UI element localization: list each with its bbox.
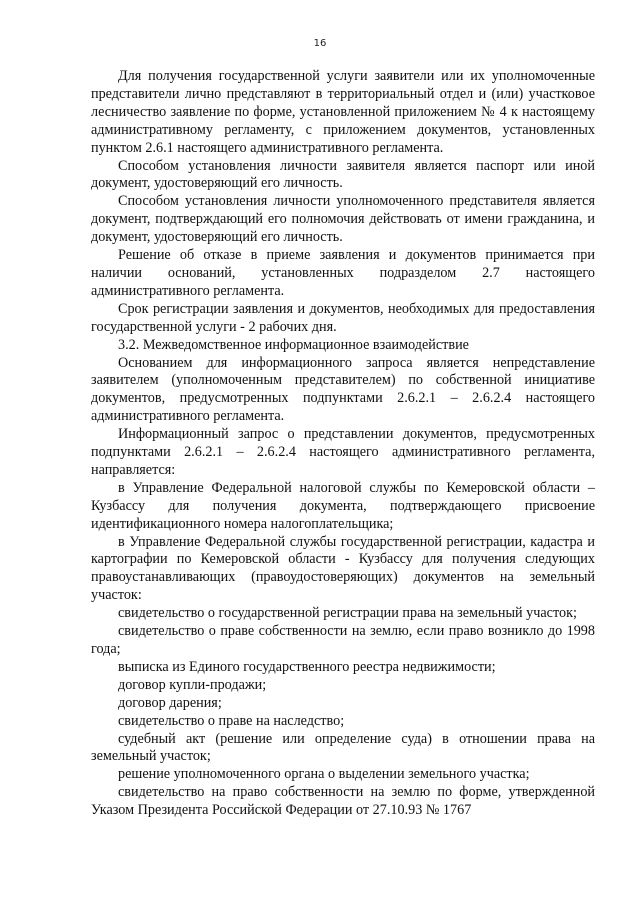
list-item: судебный акт (решение или определение суда) в отношении права на земельный участок; [91, 730, 595, 765]
paragraph: Основанием для информационного запроса является непредставление заявителем (уполномоченным представителем) по собственной инициативе документов, предусмотренных подпунктами 2.6.2.1 – 2.6.2.4 настоящего административного регламента. [91, 354, 595, 425]
document-body [91, 68, 595, 820]
paragraph: Срок регистрации заявления и документов, необходимых для предоставления государственной услуги - 2 рабочих дня. [91, 300, 595, 335]
list-item: в Управление Федеральной службы государственной регистрации, кадастра и картографии по Кемеровской области - Кузбассу для получения следующих правоустанавливающих (правоудостоверяющих) документов на земельный участок: [91, 533, 595, 604]
paragraph: Информационный запрос о представлении документов, предусмотренных подпунктами 2.6.2.1 – 2.6.2.4 настоящего административного регламента, направляется: [91, 426, 595, 478]
list-item: выписка из Единого государственного реестра недвижимости; [118, 658, 496, 675]
paragraph: Решение об отказе в приеме заявления и документов принимается при наличии оснований, установленных подразделом 2.7 настоящего административного регламента. [91, 247, 595, 299]
list-item: свидетельство на право собственности на землю по форме, утвержденной Указом Президента Российской Федерации от 27.10.93 № 1767 [91, 784, 595, 819]
list-item: свидетельство о государственной регистрации права на земельный участок; [118, 605, 577, 622]
list-item: в Управление Федеральной налоговой службы по Кемеровской области – Кузбассу для получения документа, подтверждающего присвоение идентификационного номера налогоплательщика; [91, 479, 595, 532]
paragraph: Способом установления личности уполномоченного представителя является документ, подтверждающий его полномочия действовать от имени гражданина, и документ, удостоверяющий его личность. [91, 193, 595, 246]
list-item: договор купли-продажи; [118, 676, 267, 693]
section-heading: 3.2. Межведомственное информационное взаимодействие [118, 336, 469, 353]
list-item: свидетельство о праве на наследство; [118, 712, 345, 729]
list-item: свидетельство о праве собственности на землю, если право возникло до 1998 года; [91, 623, 595, 657]
paragraph: Способом установления личности заявителя является паспорт или иной документ, удостоверяющий его личность. [91, 157, 595, 192]
list-item: договор дарения; [118, 694, 222, 711]
paragraph: Для получения государственной услуги заявители или их уполномоченные представители лично представляют в территориальный отдел и (или) участковое лесничество заявление по форме, установленной приложением № 4 к настоящему административному регламенту, с приложением документов, установленных пунктом 2.6.1 настоящего административного регламента. [91, 68, 595, 156]
page-number: 16 [313, 38, 327, 49]
list-item: решение уполномоченного органа о выделении земельного участка; [118, 766, 530, 783]
